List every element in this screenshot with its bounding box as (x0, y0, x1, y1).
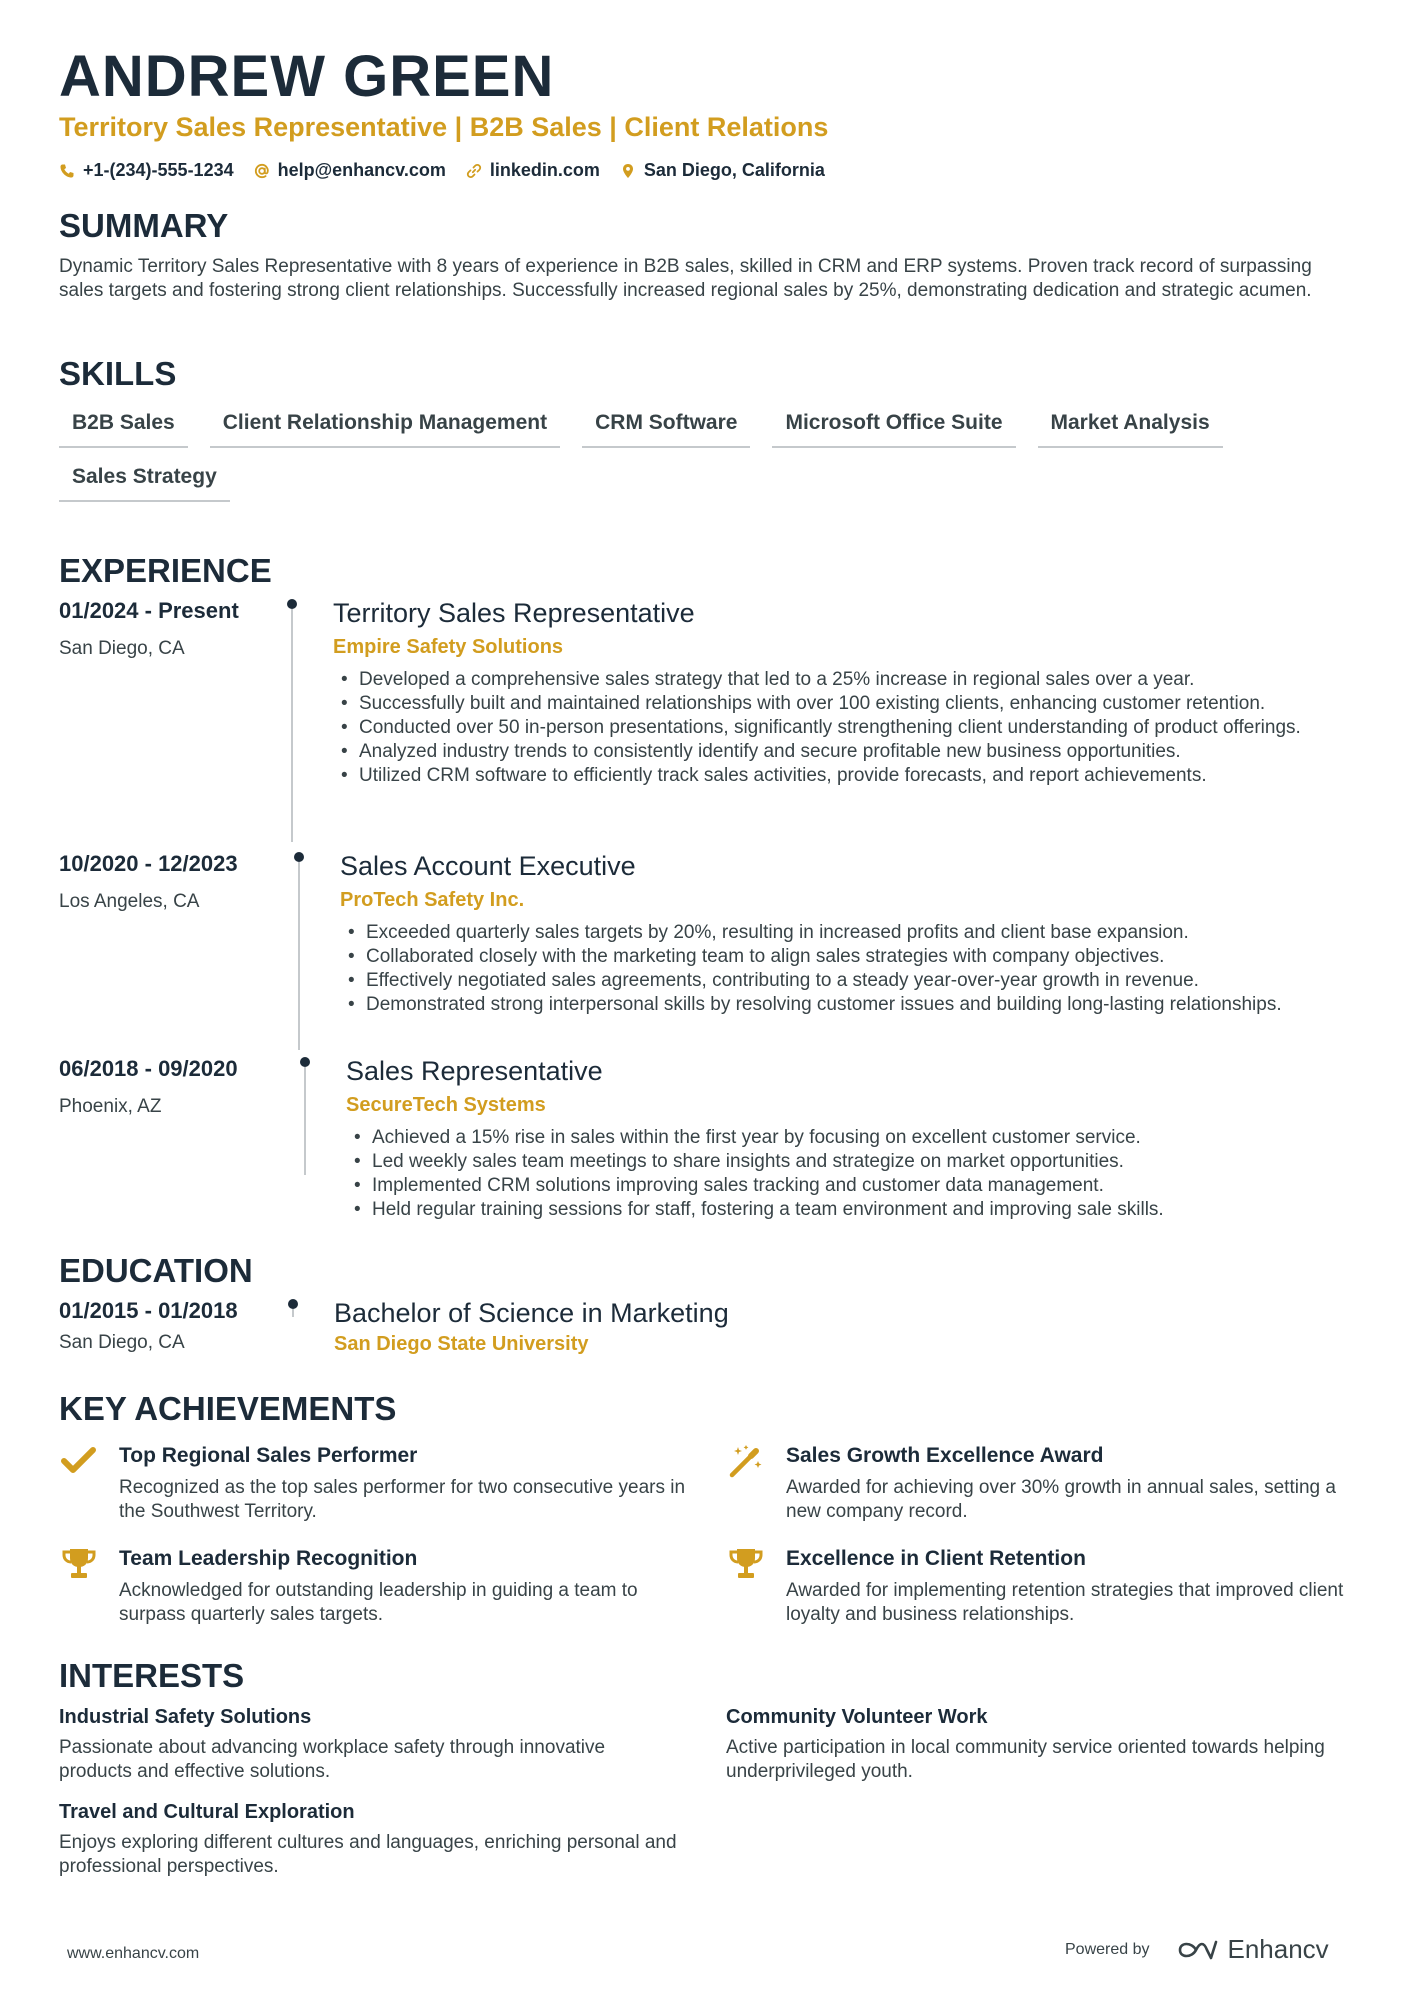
timeline-dot (300, 1057, 310, 1067)
contact-linkedin[interactable] (466, 160, 600, 181)
education-heading: EDUCATION (59, 1252, 253, 1289)
achievement-item (726, 1546, 1344, 1626)
school-name: San Diego State University (334, 1333, 589, 1355)
skills-list (59, 402, 1349, 502)
job-date: 01/2024 - Present (59, 598, 239, 623)
education-entry (59, 1297, 1359, 1367)
footer-website-link[interactable]: www.enhancv.com (67, 1945, 200, 1962)
timeline-dot (288, 1299, 298, 1309)
experience-entry (59, 597, 1359, 842)
achievement-title: Team Leadership Recognition (119, 1547, 418, 1570)
trophy-icon (59, 1546, 99, 1582)
magic-wand-icon (726, 1443, 766, 1479)
timeline-dot (294, 852, 304, 862)
job-title: Sales Account Executive (340, 851, 636, 881)
job-bullet: • Exceeded quarterly sales targets by 20%, resulting in increased profits and client base expansion. (340, 921, 1359, 945)
experience-entry (59, 1055, 1359, 1220)
achievement-item (59, 1546, 659, 1626)
timeline-line (292, 1309, 294, 1317)
interest-description: Active participation in local community service oriented towards helping underprivileged youth. (726, 1737, 1325, 1782)
achievement-description: Awarded for achieving over 30% growth in annual sales, setting a new company record. (786, 1477, 1336, 1522)
footer-branding (1065, 1934, 1329, 1965)
contact-linkedin-text: linkedin.com (489, 160, 600, 180)
achievement-description: Awarded for implementing retention strategies that improved client loyalty and business relationships. (786, 1580, 1344, 1625)
interest-description: Passionate about advancing workplace safety through innovative products and effective solutions. (59, 1737, 606, 1782)
summary-heading: SUMMARY (59, 207, 229, 244)
candidate-headline: Territory Sales Representative | B2B Sales | Client Relations (59, 112, 829, 142)
enhancv-wordmark: Enhancv (1227, 1934, 1329, 1964)
interest-item (59, 1799, 679, 1879)
job-title: Territory Sales Representative (333, 598, 695, 628)
experience-heading: EXPERIENCE (59, 552, 272, 589)
achievement-item (726, 1443, 1336, 1523)
phone-icon (59, 163, 75, 179)
trophy-icon (726, 1546, 766, 1582)
job-bullet: • Collaborated closely with the marketing team to align sales strategies with company objectives. (340, 945, 1359, 969)
job-bullet: • Successfully built and maintained relationships with over 100 existing clients, enhancing customer retention. (333, 692, 1359, 716)
achievement-description: Acknowledged for outstanding leadership in guiding a team to surpass quarterly sales targets. (119, 1580, 638, 1625)
job-bullet: • Achieved a 15% rise in sales within the first year by focusing on excellent customer service. (346, 1126, 1359, 1150)
contact-bar (59, 160, 825, 181)
job-bullet: • Developed a comprehensive sales strategy that led to a 25% increase in regional sales over a year. (333, 668, 1359, 692)
job-location: Phoenix, AZ (59, 1096, 162, 1117)
timeline-line (298, 862, 300, 1050)
job-location: Los Angeles, CA (59, 891, 200, 912)
summary-text: Dynamic Territory Sales Representative with 8 years of experience in B2B sales, skilled in CRM and ERP systems. Proven track record of surpassing sales targets and fostering strong client relationships. Successfully increased regional sales by 25%, demonstrating dedication and strategic acumen. (59, 256, 1312, 301)
skill-tag: Microsoft Office Suite (772, 402, 1015, 448)
company-name: ProTech Safety Inc. (340, 889, 525, 911)
enhancv-logo[interactable] (1176, 1934, 1329, 1965)
experience-entry (59, 850, 1359, 1050)
job-date: 06/2018 - 09/2020 (59, 1056, 238, 1081)
job-bullets (346, 1126, 1359, 1222)
job-bullet: • Conducted over 50 in-person presentations, significantly strengthening client understanding of product offerings. (333, 716, 1359, 740)
checkmark-icon (59, 1443, 99, 1479)
contact-phone[interactable] (59, 160, 234, 181)
interest-description: Enjoys exploring different cultures and languages, enriching personal and professional perspectives. (59, 1832, 677, 1877)
job-bullet: • Implemented CRM solutions improving sales tracking and customer data management. (346, 1174, 1359, 1198)
job-bullet: • Utilized CRM software to efficiently track sales activities, provide forecasts, and report achievements. (333, 764, 1359, 788)
interest-title: Travel and Cultural Exploration (59, 1801, 355, 1823)
job-bullet: • Effectively negotiated sales agreements, contributing to a steady year-over-year growth in revenue. (340, 969, 1359, 993)
job-bullet: • Analyzed industry trends to consistently identify and secure profitable new business opportunities. (333, 740, 1359, 764)
skill-tag: Market Analysis (1038, 402, 1223, 448)
job-date: 10/2020 - 12/2023 (59, 851, 238, 876)
skills-heading: SKILLS (59, 355, 177, 392)
company-name: Empire Safety Solutions (333, 636, 564, 658)
education-location: San Diego, CA (59, 1332, 185, 1353)
powered-by-label: Powered by (1065, 1940, 1150, 1958)
job-bullets (340, 921, 1359, 1017)
education-date: 01/2015 - 01/2018 (59, 1298, 238, 1323)
timeline-line (304, 1067, 306, 1175)
timeline-line (291, 609, 293, 842)
skill-tag: B2B Sales (59, 402, 188, 448)
interest-title: Industrial Safety Solutions (59, 1706, 312, 1728)
link-icon (466, 163, 482, 179)
contact-location-text: San Diego, California (643, 160, 825, 180)
timeline-dot (287, 599, 297, 609)
achievements-heading: KEY ACHIEVEMENTS (59, 1390, 397, 1427)
contact-email[interactable] (254, 160, 446, 181)
job-bullet: • Held regular training sessions for staff, fostering a team environment and improving sale skills. (346, 1198, 1359, 1222)
at-icon (254, 163, 270, 179)
interest-item (59, 1704, 679, 1784)
skill-tag: Sales Strategy (59, 456, 230, 502)
job-bullets (333, 668, 1359, 788)
job-location: San Diego, CA (59, 638, 185, 659)
interest-item (726, 1704, 1346, 1784)
achievement-title: Excellence in Client Retention (786, 1547, 1086, 1570)
job-title: Sales Representative (346, 1056, 603, 1086)
enhancv-logo-icon (1176, 1937, 1220, 1963)
job-bullet: • Demonstrated strong interpersonal skills by resolving customer issues and building long-lasting relationships. (340, 993, 1359, 1017)
degree-title: Bachelor of Science in Marketing (334, 1298, 729, 1328)
contact-email-text: help@enhancv.com (277, 160, 446, 180)
candidate-name: ANDREW GREEN (59, 44, 555, 109)
interests-heading: INTERESTS (59, 1657, 245, 1694)
company-name: SecureTech Systems (346, 1094, 546, 1116)
achievement-title: Top Regional Sales Performer (119, 1444, 418, 1467)
location-pin-icon (620, 163, 636, 179)
skill-tag: CRM Software (582, 402, 750, 448)
interest-title: Community Volunteer Work (726, 1706, 988, 1728)
achievement-item (59, 1443, 686, 1523)
skill-tag: Client Relationship Management (210, 402, 560, 448)
job-bullet: • Led weekly sales team meetings to share insights and strategize on market opportunities. (346, 1150, 1359, 1174)
achievement-description: Recognized as the top sales performer for two consecutive years in the Southwest Territory. (119, 1477, 686, 1522)
achievement-title: Sales Growth Excellence Award (786, 1444, 1104, 1467)
contact-phone-text: +1-(234)-555-1234 (83, 160, 234, 180)
contact-location (620, 160, 825, 181)
